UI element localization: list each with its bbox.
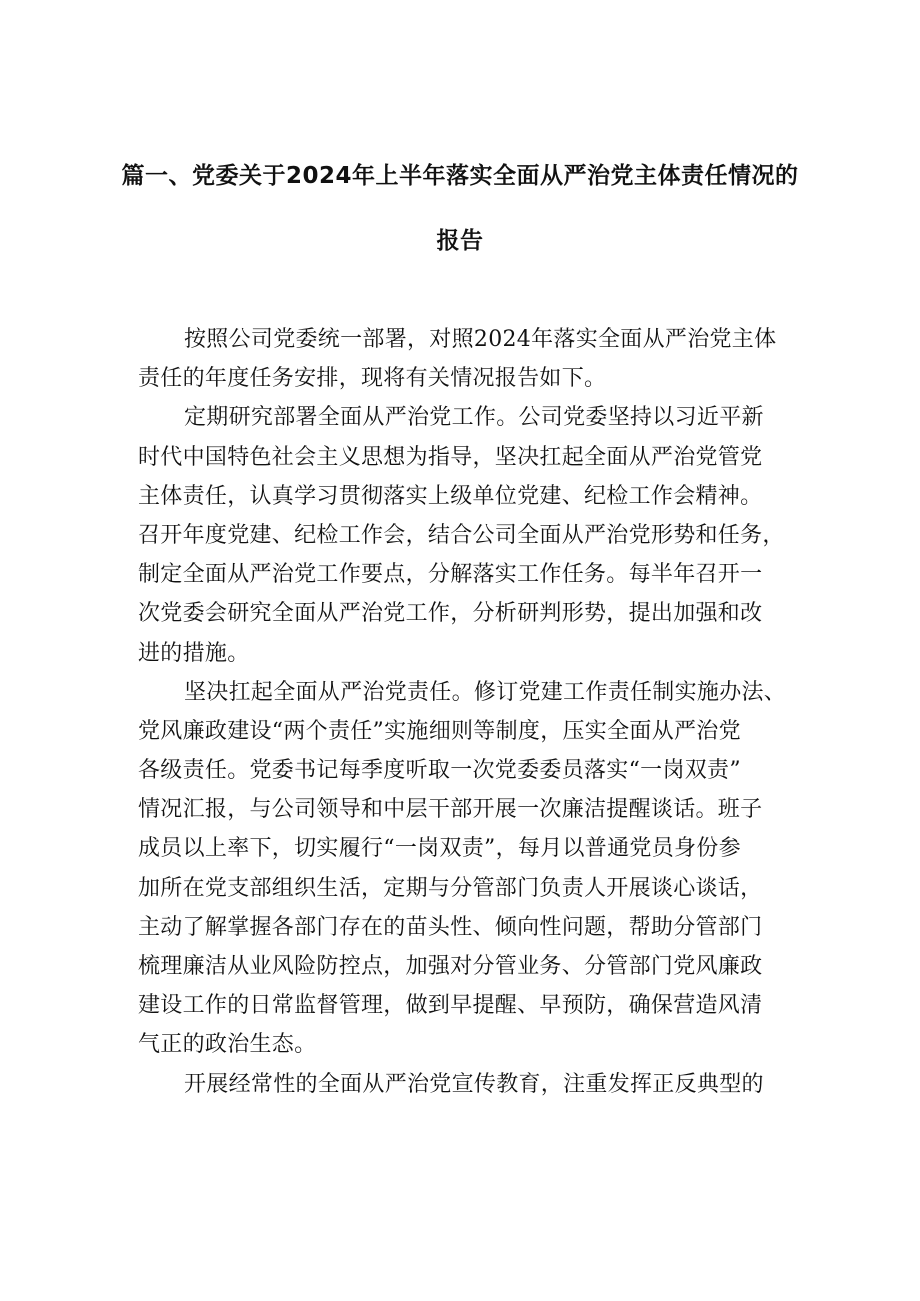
paragraph-4-line: 开展经常性的全面从严治党宣传教育，注重发挥正反典型的 bbox=[184, 1071, 764, 1097]
paragraph-3-line: 建设工作的日常监督管理，做到早提醒、早预防，确保营造风清 bbox=[138, 993, 763, 1019]
paragraph-2-line: 主体责任，认真学习贯彻落实上级单位党建、纪检工作会精神。 bbox=[138, 483, 763, 509]
paragraph-2-line: 时代中国特色社会主义思想为指导，坚决扛起全面从严治党管党 bbox=[138, 444, 763, 470]
paragraph-3-line: 坚决扛起全面从严治党责任。修订党建工作责任制实施办法、 bbox=[184, 679, 787, 705]
paragraph-1-line: 责任的年度任务安排，现将有关情况报告如下。 bbox=[138, 366, 607, 392]
paragraph-2-line: 制定全面从严治党工作要点，分解落实工作任务。每半年召开一 bbox=[138, 562, 763, 588]
paragraph-3-line: 情况汇报，与公司领导和中层干部开展一次廉洁提醒谈话。班子 bbox=[138, 797, 763, 823]
paragraph-2-line: 召开年度党建、纪检工作会，结合公司全面从严治党形势和任务， bbox=[138, 522, 785, 548]
paragraph-3-line: 加所在党支部组织生活，定期与分管部门负责人开展谈心谈话， bbox=[138, 875, 763, 901]
paragraph-3-line: 各级责任。党委书记每季度听取一次党委委员落实“一岗双责” bbox=[138, 758, 741, 784]
paragraph-3-line: 气正的政治生态。 bbox=[138, 1032, 317, 1058]
paragraph-2-line: 次党委会研究全面从严治党工作，分析研判形势，提出加强和改 bbox=[138, 601, 763, 627]
paragraph-3-line: 梳理廉洁从业风险防控点，加强对分管业务、分管部门党风廉政 bbox=[138, 954, 763, 979]
paragraph-1-line: 按照公司党委统一部署，对照2024年落实全面从严治党主体 bbox=[184, 327, 777, 352]
document-title-line-2: 报告 bbox=[436, 228, 484, 254]
paragraph-3-line: 主动了解掌握各部门存在的苗头性、倾向性问题，帮助分管部门 bbox=[138, 914, 763, 940]
paragraph-2-line: 定期研究部署全面从严治党工作。公司党委坚持以习近平新 bbox=[184, 405, 764, 431]
paragraph-3-line: 党风廉政建设“两个责任”实施细则等制度，压实全面从严治党 bbox=[138, 718, 741, 744]
document-body bbox=[138, 320, 798, 1104]
paragraph-3-line: 成员以上率下，切实履行“一岗双责”，每月以普通党员身份参 bbox=[138, 836, 741, 862]
paragraph-2-line: 进的措施。 bbox=[138, 640, 250, 666]
document-title-line-1: 篇一、党委关于2024年上半年落实全面从严治党主体责任情况的 bbox=[121, 163, 799, 189]
